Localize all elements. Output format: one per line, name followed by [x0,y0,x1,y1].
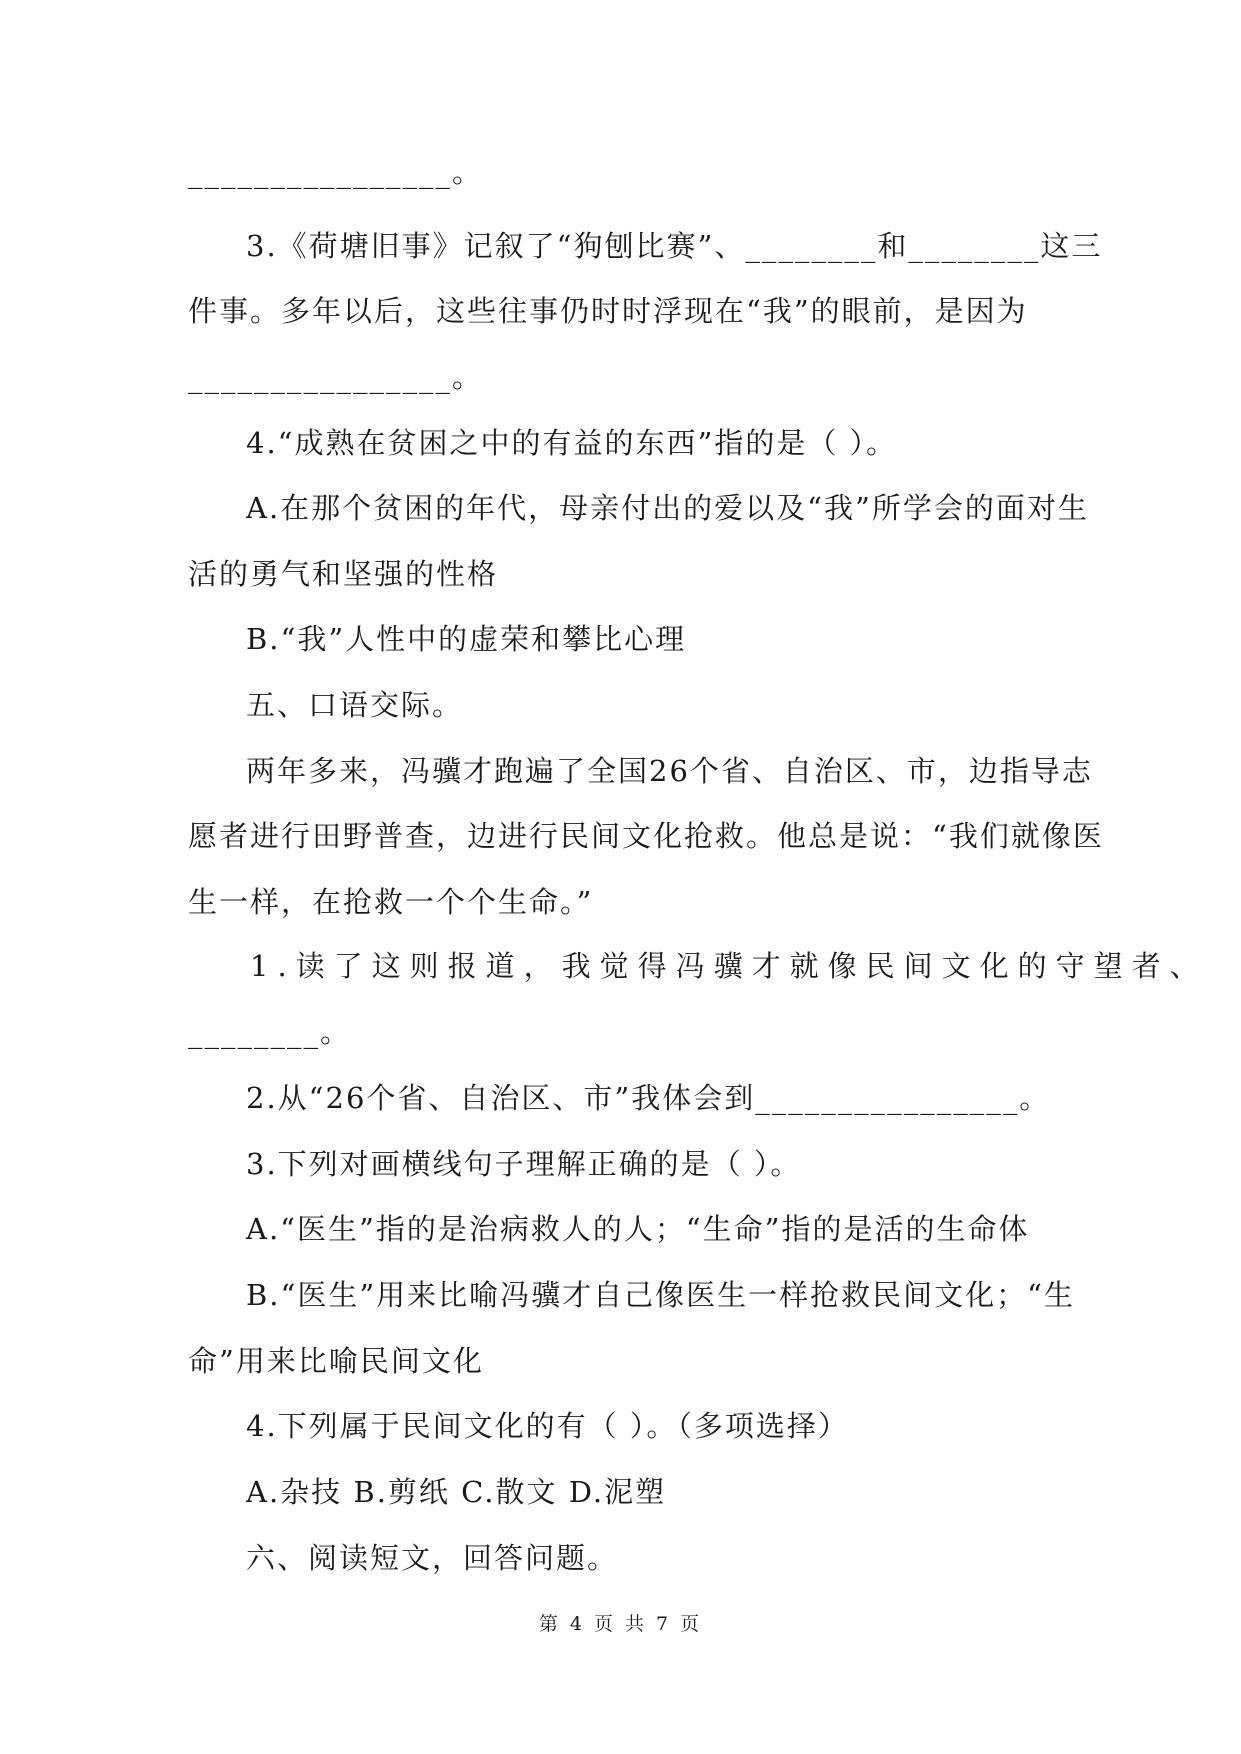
oral-question-2: 2.从“26个省、自治区、市”我体会到________________。 [246,1081,1051,1115]
oral-q3-option-b-line-2: 命”用来比喻民间文化 [188,1344,484,1378]
oral-question-4: 4.下列属于民间文化的有（ ）。（多项选择） [246,1409,849,1443]
oral-q4-options: A.杂技 B.剪纸 C.散文 D.泥塑 [246,1475,667,1509]
section-five-heading: 五、口语交际。 [246,688,464,722]
question-3-line-2: 件事。多年以后，这些往事仍时时浮现在“我”的眼前，是因为 [188,294,1028,328]
oral-question-1-line-2: ________。 [188,1015,352,1049]
passage-line-3: 生一样，在抢救一个个生命。” [188,885,594,919]
option-a-line-2: 活的勇气和坚强的性格 [188,557,499,591]
oral-question-1-line-1: 1.读了这则报道，我觉得冯骥才就像民间文化的守望者、 [250,949,1208,983]
section-six-heading: 六、阅读短文，回答问题。 [246,1541,619,1575]
text-line-blank-1: ________________。 [188,155,484,189]
option-b: B.“我”人性中的虚荣和攀比心理 [246,622,687,656]
oral-question-3: 3.下列对画横线句子理解正确的是（ ）。 [246,1147,802,1181]
passage-line-2: 愿者进行田野普查，边进行民间文化抢救。他总是说：“我们就像医 [188,819,1104,853]
oral-q3-option-b-line-1: B.“医生”用来比喻冯骥才自己像医生一样抢救民间文化；“生 [246,1278,1076,1312]
question-3-line-1: 3.《荷塘旧事》记叙了“狗刨比赛”、________和________这三 [246,229,1103,263]
passage-line-1: 两年多来，冯骥才跑遍了全国26个省、自治区、市，边指导志 [246,754,1093,788]
page-footer: 第 4 页 共 7 页 [538,1613,703,1635]
oral-q3-option-a: A.“医生”指的是治病救人的人；“生命”指的是活的生命体 [246,1212,1030,1246]
option-a-line-1: A.在那个贫困的年代，母亲付出的爱以及“我”所学会的面对生 [246,491,1089,525]
question-3-line-3: ________________。 [188,360,484,394]
question-4: 4.“成熟在贫困之中的有益的东西”指的是（ ）。 [246,426,898,460]
